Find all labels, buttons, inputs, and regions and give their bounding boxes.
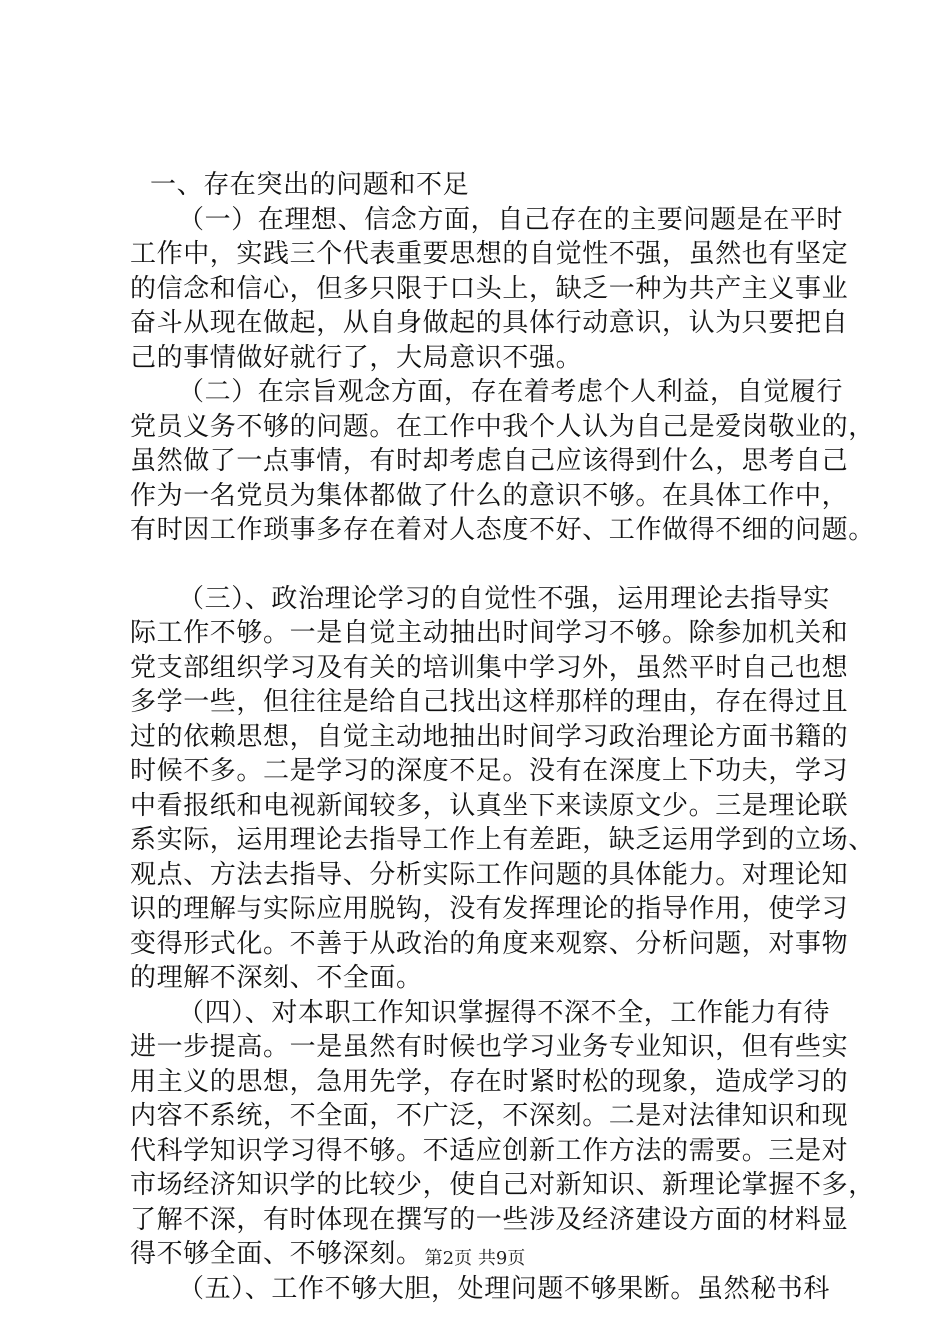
paragraph-line: 得不够全面、不够深刻。: [130, 1239, 423, 1269]
paragraph-line: 内容不系统，不全面，不广泛，不深刻。二是对法律知识和现: [130, 1101, 849, 1131]
paragraph-line: 党员义务不够的问题。在工作中我个人认为自己是爱岗敬业的，: [130, 411, 875, 442]
paragraph-line: 了解不深，有时体现在撰写的一些涉及经济建设方面的材料显: [130, 1204, 849, 1235]
page-number-footer: 第2页 共9页: [424, 1248, 526, 1269]
paragraph-line: （五）、工作不够大胆，处理问题不够果断。虽然秘书科: [178, 1273, 831, 1304]
section-heading: 一、存在突出的问题和不足: [150, 170, 470, 200]
paragraph-line: 时候不多。二是学习的深度不足。没有在深度上下功夫，学习: [130, 756, 849, 786]
paragraph-line: 进一步提高。一是虽然有时候也学习业务专业知识，但有些实: [130, 1032, 849, 1062]
paragraph-line: 虽然做了一点事情，有时却考虑自己应该得到什么，思考自己: [130, 446, 849, 476]
paragraph-spacer: [130, 548, 835, 582]
paragraph-line: 己的事情做好就行了，大局意识不强。: [130, 342, 583, 373]
paragraph-line: 的理解不深刻、不全面。: [130, 963, 423, 993]
paragraph-line: 的信念和信心，但多只限于口头上，缺乏一种为共产主义事业: [130, 273, 849, 304]
paragraph-line: 变得形式化。不善于从政治的角度来观察、分析问题，对事物: [130, 928, 849, 959]
paragraph-line: 中看报纸和电视新闻较多，认真坐下来读原文少。三是理论联: [130, 790, 849, 821]
paragraph-4: [130, 996, 875, 1272]
paragraph-line: 识的理解与实际应用脱钩，没有发挥理论的指导作用，使学习: [130, 894, 849, 924]
paragraph-line: （二）在宗旨观念方面，存在着考虑个人利益，自觉履行: [178, 377, 844, 407]
paragraph-1: [130, 203, 849, 376]
paragraph-line: 作为一名党员为集体都做了什么的意识不够。在具体工作中，: [130, 480, 849, 511]
paragraph-3: [130, 582, 875, 996]
paragraph-line: 观点、方法去指导、分析实际工作问题的具体能力。对理论知: [130, 859, 849, 890]
paragraph-line: 过的依赖思想，自觉主动地抽出时间学习政治理论方面书籍的: [130, 721, 849, 752]
paragraph-line: （四）、对本职工作知识掌握得不深不全，工作能力有待: [178, 997, 831, 1028]
paragraph-line: 有时因工作琐事多存在着对人态度不好、工作做得不细的问题。: [130, 515, 875, 545]
paragraph-5: [130, 1272, 835, 1307]
paragraph-line: 多学一些，但往往是给自己找出这样那样的理由，存在得过且: [130, 687, 849, 717]
paragraph-line: 际工作不够。一是自觉主动抽出时间学习不够。除参加机关和: [130, 618, 849, 648]
paragraph-line: 代科学知识学习得不够。不适应创新工作方法的需要。三是对: [130, 1135, 849, 1166]
paragraph-line: 工作中，实践三个代表重要思想的自觉性不强，虽然也有坚定: [130, 239, 849, 269]
paragraph-line: 奋斗从现在做起，从自身做起的具体行动意识，认为只要把自: [130, 308, 849, 338]
paragraph-line: 用主义的思想，急用先学，存在时紧时松的现象，造成学习的: [130, 1066, 849, 1097]
document-body: [130, 168, 875, 1306]
paragraph-line: 市场经济知识学的比较少，使自己对新知识、新理论掌握不多，: [130, 1170, 875, 1200]
paragraph-line: 系实际，运用理论去指导工作上有差距，缺乏运用学到的立场、: [130, 825, 875, 855]
paragraph-line: （一）在理想、信念方面，自己存在的主要问题是在平时: [178, 204, 844, 235]
paragraph-line: 党支部组织学习及有关的培训集中学习外，虽然平时自己也想: [130, 652, 849, 683]
paragraph-2: [130, 375, 875, 548]
paragraph-line: （三）、政治理论学习的自觉性不强，运用理论去指导实: [178, 583, 831, 614]
